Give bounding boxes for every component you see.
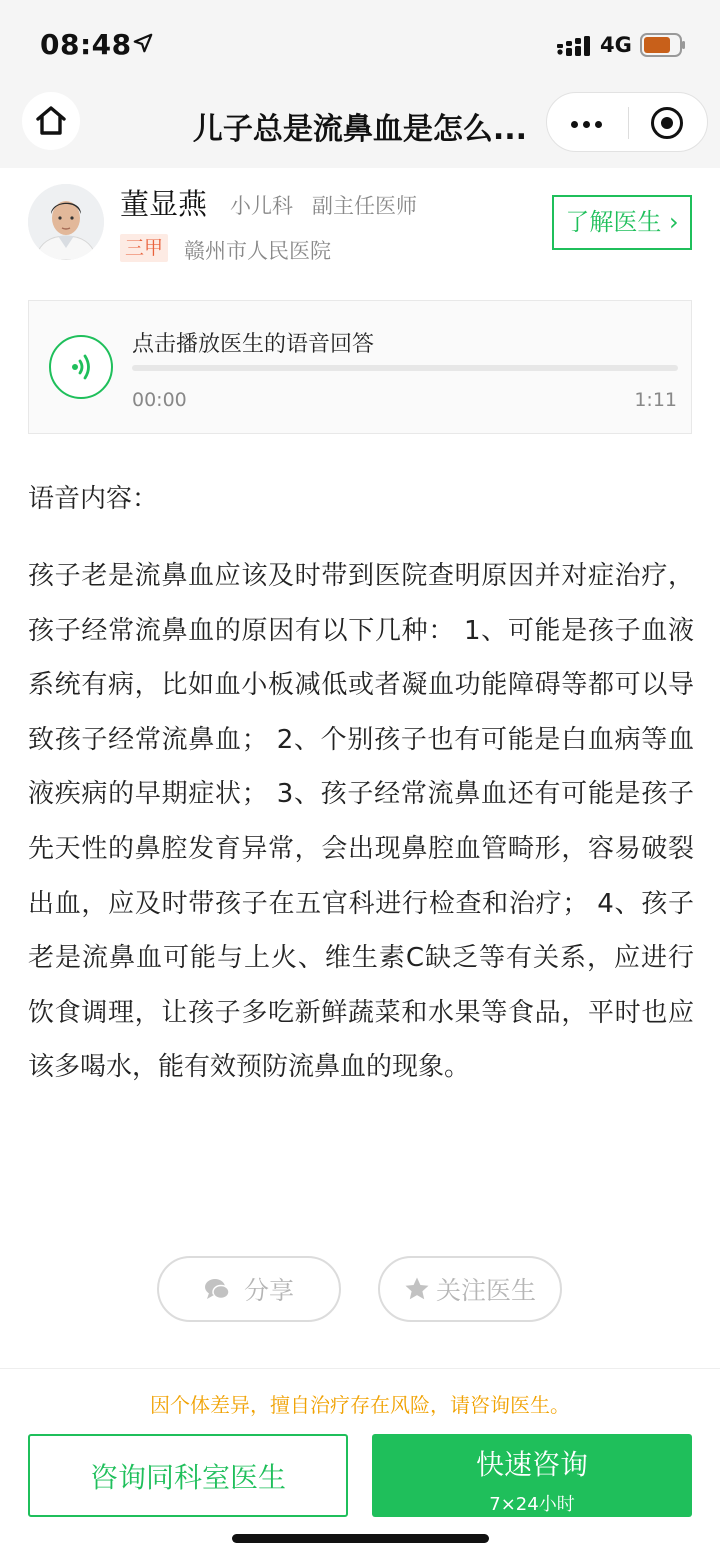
follow-doctor-label: 关注医生	[435, 1276, 536, 1305]
audio-duration: 1:11	[634, 389, 677, 411]
location-arrow-icon	[132, 32, 154, 54]
close-circle-icon[interactable]	[651, 107, 683, 139]
hospital-name: 赣州市人民医院	[184, 239, 331, 263]
audio-progress-bar[interactable]	[132, 365, 678, 371]
fast-consult-button[interactable]	[372, 1434, 692, 1517]
voice-answer-card	[28, 300, 692, 434]
doctor-avatar[interactable]	[28, 184, 104, 260]
star-icon	[404, 1276, 430, 1302]
page-title: 儿子总是流鼻血是怎么...	[192, 112, 528, 147]
voice-answer-label: 点击播放医生的语音回答	[132, 332, 375, 357]
doctor-title: 副主任医师	[312, 194, 417, 218]
voice-content-text: 孩子老是流鼻血应该及时带到医院查明原因并对症治疗，孩子经常流鼻血的原因有以下几种： 1、可能是孩子血液系统有病，比如血小板减低或者凝血功能障碍等都可以导致孩子经常流鼻血； 2、个别孩子也有可能是白血病等血液疾病的早期症状； 3、孩子经常流鼻血还有可能是孩子先天性的鼻腔发育异常，会出现鼻腔血管畸形，容易破裂出血，应及时带孩子在五官科进行检查和治疗； 4、孩子老是流鼻血可能与上火、维生素C缺乏等有关系，应进行饮食调理，让孩子多吃新鲜蔬菜和水果等食品，平时也应该多喝水，能有效预防流鼻血的现象。	[28, 561, 694, 1083]
nav-bar	[0, 90, 720, 168]
risk-disclaimer: 因个体差异，擅自治疗存在风险，请咨询医生。	[150, 1393, 570, 1417]
fast-consult-hours: 7×24小时	[489, 1494, 575, 1515]
consult-same-department-button[interactable]: 咨询同科室医生	[28, 1434, 348, 1517]
capsule-divider	[628, 107, 629, 139]
network-type: 4G	[600, 33, 632, 57]
status-bar	[0, 0, 720, 90]
audio-current-time: 00:00	[132, 389, 187, 411]
voice-content-heading: 语音内容：	[28, 484, 159, 514]
voice-wave-icon	[51, 337, 111, 397]
status-time: 08:48	[40, 28, 132, 61]
hospital-level-badge: 三甲	[120, 234, 168, 262]
follow-doctor-button[interactable]	[378, 1256, 562, 1322]
share-button[interactable]	[157, 1256, 341, 1322]
chat-bubble-icon	[204, 1276, 230, 1302]
doctor-department: 小儿科	[230, 194, 293, 218]
share-label: 分享	[243, 1276, 294, 1305]
miniprogram-capsule	[546, 92, 708, 152]
doctor-photo	[28, 184, 104, 260]
fast-consult-label: 快速咨询	[475, 1448, 588, 1481]
battery-icon	[640, 33, 686, 57]
play-voice-button[interactable]	[49, 335, 113, 399]
battery-level	[644, 37, 670, 53]
home-indicator[interactable]	[232, 1534, 489, 1543]
doctor-name: 董显燕	[120, 187, 208, 221]
signal-bars-icon	[557, 36, 591, 56]
bottom-divider	[0, 1368, 720, 1369]
home-icon	[34, 105, 68, 137]
doctor-profile-button[interactable]: 了解医生 ›	[552, 195, 692, 250]
home-button[interactable]	[22, 92, 80, 150]
